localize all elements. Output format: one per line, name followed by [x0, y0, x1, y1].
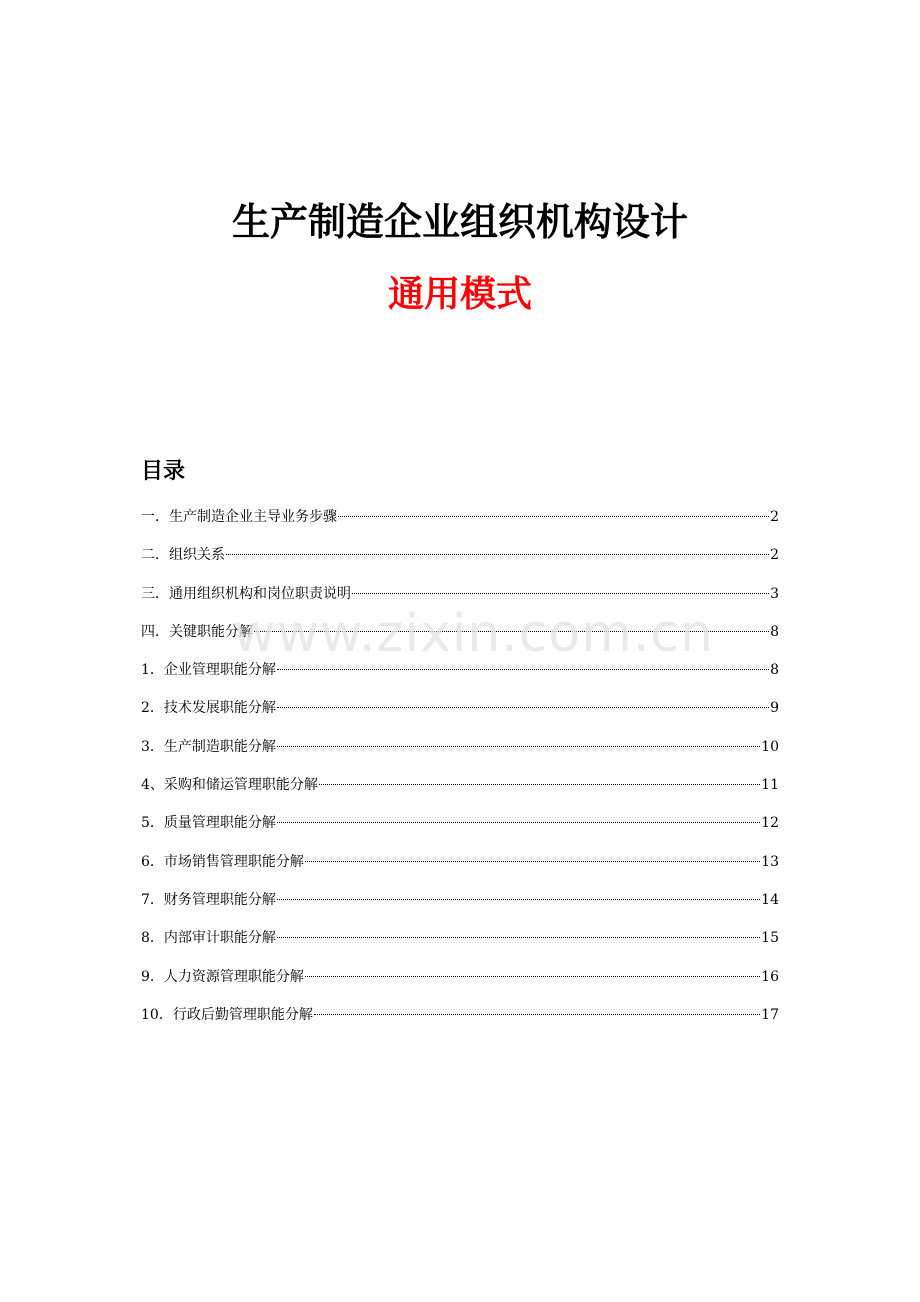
toc-entry-label: 6．市场销售管理职能分解 — [141, 853, 304, 870]
toc-dot-leader — [314, 1014, 760, 1015]
toc-dot-leader — [277, 707, 769, 708]
toc-entry-page: 8 — [770, 623, 779, 640]
toc-entry[interactable] — [141, 965, 779, 1003]
toc-entry-label: 4、采购和储运管理职能分解 — [141, 777, 318, 794]
toc-dot-leader — [352, 593, 769, 594]
toc-entry-label: 9．人力资源管理职能分解 — [141, 968, 304, 985]
toc-entry-label: 7．财务管理职能分解 — [141, 891, 276, 908]
toc-entry-page: 10 — [761, 738, 779, 755]
document-title: 生产制造企业组织机构设计 — [231, 200, 688, 244]
toc-entry-label: 5．质量管理职能分解 — [141, 815, 276, 832]
toc-entry-page: 2 — [770, 547, 779, 564]
toc-entry-page: 13 — [761, 853, 779, 870]
toc-entry-label: 一．生产制造企业主导业务步骤 — [141, 509, 337, 525]
toc-dot-leader — [305, 861, 760, 862]
toc-dot-leader — [277, 937, 760, 938]
toc-entry-label: 二．组织关系 — [141, 547, 225, 564]
toc-entry[interactable] — [141, 505, 779, 543]
toc-dot-leader — [277, 899, 760, 900]
document-subtitle: 通用模式 — [387, 274, 532, 315]
toc-dot-leader — [254, 631, 769, 632]
toc-entry-label: 10．行政后勤管理职能分解 — [141, 1006, 313, 1023]
toc-entry-page: 16 — [761, 968, 779, 985]
toc-entry-label: 8．内部审计职能分解 — [141, 930, 276, 947]
toc-entry-page: 8 — [770, 662, 779, 679]
toc-entry-page: 12 — [761, 815, 779, 832]
toc-entry-page: 9 — [770, 700, 779, 717]
toc-dot-leader — [338, 516, 769, 517]
toc-dot-leader — [277, 746, 760, 747]
toc-heading: 目录 — [141, 459, 186, 484]
toc-entry[interactable] — [141, 1003, 779, 1041]
toc-dot-leader — [305, 976, 760, 977]
toc-entry[interactable] — [141, 543, 779, 581]
toc-entry[interactable] — [141, 696, 779, 734]
toc-entry-page: 15 — [761, 930, 779, 947]
toc-dot-leader — [319, 784, 760, 785]
toc-entry-label: 四．关键职能分解 — [141, 623, 253, 640]
toc-entry[interactable] — [141, 850, 779, 888]
toc-entry[interactable] — [141, 735, 779, 773]
toc-entry[interactable] — [141, 658, 779, 696]
toc-dot-leader — [277, 822, 760, 823]
toc-entry-label: 3．生产制造职能分解 — [141, 738, 276, 755]
toc-entry-page: 17 — [761, 1006, 779, 1023]
toc-entry[interactable] — [141, 582, 779, 620]
toc-entry-page: 11 — [761, 777, 779, 794]
toc-entry-page: 3 — [770, 585, 779, 602]
toc-entry-page: 14 — [761, 891, 779, 908]
table-of-contents — [141, 505, 779, 1041]
toc-entry[interactable] — [141, 811, 779, 849]
toc-entry[interactable] — [141, 773, 779, 811]
toc-entry[interactable] — [141, 620, 779, 658]
toc-entry-label: 1．企业管理职能分解 — [141, 662, 276, 679]
toc-dot-leader — [277, 669, 769, 670]
watermark-text: www.zixin.com.cn — [233, 604, 714, 664]
toc-dot-leader — [226, 554, 769, 555]
toc-entry-label: 三．通用组织机构和岗位职责说明 — [141, 585, 351, 602]
toc-entry[interactable] — [141, 888, 779, 926]
toc-entry-page: 2 — [770, 509, 779, 525]
toc-entry-label: 2．技术发展职能分解 — [141, 700, 276, 717]
toc-entry[interactable] — [141, 926, 779, 964]
